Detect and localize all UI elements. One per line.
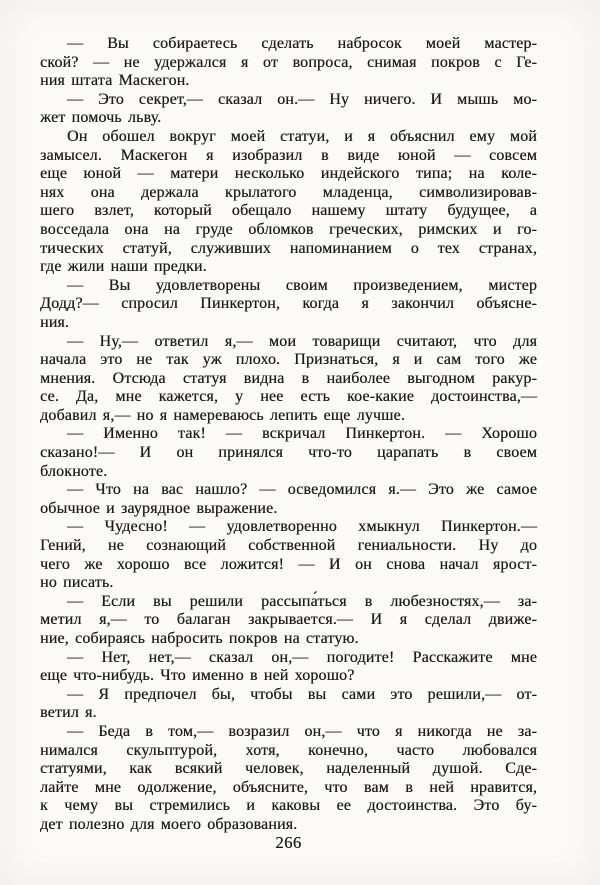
- paragraph: [40, 723, 537, 835]
- text-line: жет помочь льву.: [40, 109, 162, 127]
- text-line: замысел. Маскегон я изобразил в виде юной — совсем: [40, 146, 537, 164]
- text-line: к чему вы стремились и каковы ее достоинства. Это бу-: [40, 797, 537, 815]
- paragraph: [40, 333, 537, 426]
- paragraph: [40, 518, 537, 592]
- text-line: еще что-нибудь. Что именно в ней хорошо?: [40, 667, 355, 685]
- text-line: ской? — не удержался я от вопроса, снимая покров с Ге-: [40, 53, 537, 71]
- text-line: — Если вы решили рассыпа́ться в любезностях,— за-: [67, 592, 537, 610]
- paragraph: [40, 593, 537, 649]
- text-line: Додд?— спросил Пинкертон, когда я закончил объясне-: [40, 295, 537, 313]
- text-line: — Ну,— ответил я,— мои товарищи считают, что для: [67, 332, 537, 350]
- text-line: — Именно так! — вскричал Пинкертон. — Хорошо: [67, 425, 537, 443]
- paragraph: [40, 686, 537, 723]
- text-line: лайте мне одолжение, объясните, что вам в ней нравится,: [40, 778, 537, 796]
- text-line: обычное и заурядное выражение.: [40, 499, 278, 517]
- text-line: мнения. Отсюда статуя видна в наиболее выгодном ракур-: [40, 369, 537, 387]
- text-line: нях она держала крылатого младенца, символизировав-: [40, 183, 537, 201]
- page-number: 266: [275, 833, 302, 852]
- text-line: тических статуй, служивших напоминанием о тех странах,: [40, 239, 537, 257]
- paragraph: [40, 128, 537, 277]
- text-line: ния.: [40, 313, 70, 331]
- paragraph: [40, 649, 537, 686]
- text-line: нимался скульптурой, хотя, конечно, часто любовался: [40, 741, 537, 759]
- text-line: ние, собираясь набросить покров на статую.: [40, 630, 359, 647]
- text-line: добавил я,— но я намереваюсь лепить еще лучше.: [40, 406, 405, 424]
- text-line: еще юной — матери несколько индейского типа; на коле-: [40, 165, 537, 183]
- page-text: [40, 35, 537, 835]
- text-line: — Нет, нет,— сказал он,— погодите! Расскажите мне: [67, 648, 537, 666]
- paragraph: [40, 277, 537, 333]
- text-line: Гений, не сознающий собственной гениальности. Ну до: [40, 537, 537, 555]
- text-line: — Это секрет,— сказал он.— Ну ничего. И мышь мо-: [67, 90, 537, 108]
- text-line: Он обошел вокруг моей статуи, и я объяснил ему мой: [67, 127, 537, 145]
- text-line: сказано!— И он принялся что-то царапать в своем: [40, 444, 537, 462]
- text-line: ветил я.: [40, 704, 97, 722]
- paragraph: [40, 425, 537, 481]
- paragraph: [40, 481, 537, 518]
- text-line: начала это не так уж плохо. Признаться, я и сам того же: [40, 351, 537, 369]
- text-line: — Беда в том,— возразил он,— что я никогда не за-: [67, 722, 537, 740]
- text-line: — Вы удовлетворены своим произведением, мистер: [67, 276, 537, 294]
- text-line: блокноте.: [40, 462, 108, 480]
- paragraph: [40, 35, 537, 91]
- text-line: — Что на вас нашло? — осведомился я.— Это же самое: [67, 481, 537, 499]
- text-line: се. Да, мне кажется, у нее есть кое-какие достоинства,—: [40, 388, 537, 406]
- text-line: дет полезно для моего образования.: [40, 815, 298, 833]
- text-line: ния штата Маскегон.: [40, 72, 190, 90]
- paragraph: [40, 91, 537, 128]
- text-line: но писать.: [40, 574, 114, 592]
- text-line: где жили наши предки.: [40, 258, 207, 276]
- text-line: шего взлет, который обещало нашему штату будущее, а: [40, 202, 537, 220]
- text-line: статуями, как всякий человек, наделенный душой. Сде-: [40, 760, 537, 778]
- text-line: — Я предпочел бы, чтобы вы сами это решили,— от-: [67, 685, 537, 703]
- text-line: восседала она на груде обломков греческих, римских и го-: [40, 220, 537, 238]
- text-line: — Вы собираетесь сделать набросок моей мастер-: [67, 35, 537, 52]
- text-line: метил я,— то балаган закрывается.— И я сделал движе-: [40, 611, 537, 629]
- text-line: чего же хорошо все ложится! — И он снова начал ярост-: [40, 555, 537, 573]
- text-line: — Чудесно! — удовлетворенно хмыкнул Пинкертон.—: [67, 518, 537, 536]
